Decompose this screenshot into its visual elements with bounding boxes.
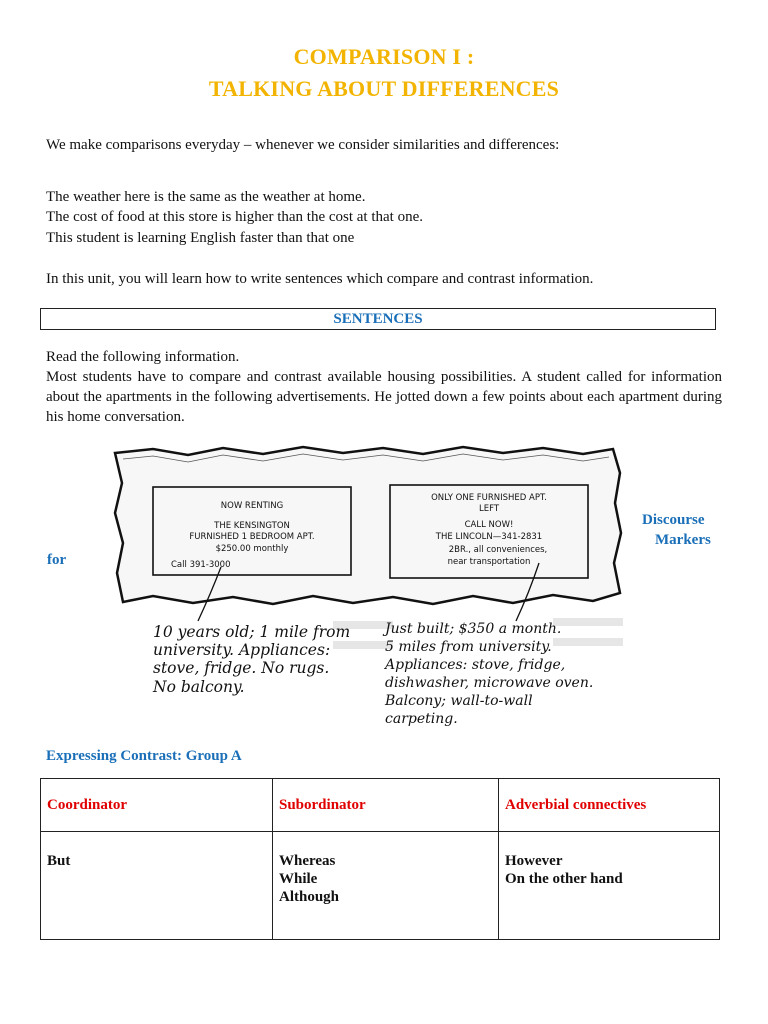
left-ad-line: $250.00 monthly <box>215 544 289 554</box>
right-ad-line: 2BR., all conveniences, <box>448 545 548 555</box>
left-handwritten-note: university. Appliances: <box>153 641 331 659</box>
coordinator-item: But <box>47 853 71 869</box>
read-line: Read the following information. <box>46 349 240 365</box>
example-sentence: The cost of food at this store is higher than the cost at that one. <box>46 209 423 225</box>
right-handwritten-note: Balcony; wall-to-wall <box>385 693 533 709</box>
table-row <box>41 832 720 940</box>
adverbial-item: On the other hand <box>505 871 623 887</box>
right-handwritten-note: dishwasher, microwave oven. <box>385 675 594 691</box>
intro-text: We make comparisons everyday – whenever we consider similarities and differences: <box>46 137 560 153</box>
right-handwritten-note: carpeting. <box>385 711 458 727</box>
left-handwritten-note: stove, fridge. No rugs. <box>153 659 330 677</box>
left-ad-line: FURNISHED 1 BEDROOM APT. <box>189 532 315 542</box>
subordinator-item: While <box>279 871 318 887</box>
left-handwritten-note: 10 years old; 1 mile from <box>153 623 351 641</box>
header-coordinator: Coordinator <box>41 779 273 832</box>
subordinator-cell <box>273 832 499 940</box>
subordinator-item: Whereas <box>279 853 336 869</box>
example-sentence: This student is learning English faster than that one <box>46 230 355 246</box>
page-title-line-1: COMPARISON I : <box>293 44 475 69</box>
right-ad-line: THE LINCOLN—341-2831 <box>435 532 543 542</box>
apartment-ads-scan <box>93 443 631 740</box>
contrast-table <box>40 778 720 940</box>
torn-paper-border <box>115 447 621 604</box>
left-ad-line: NOW RENTING <box>220 501 284 511</box>
right-ad-line: ONLY ONE FURNISHED APT. <box>431 493 547 503</box>
markers-label: Markers <box>655 532 711 548</box>
unit-text: In this unit, you will learn how to write sentences which compare and contrast information. <box>46 271 594 287</box>
housing-paragraph: Most students have to compare and contrast available housing possibilities. A student called for information about the apartments in the following advertisements. He jotted down a few points about each apartment during his home conversation. <box>46 369 722 425</box>
group-a-label: Expressing Contrast: Group A <box>46 748 242 764</box>
left-handwritten-note: No balcony. <box>153 678 245 696</box>
left-ad-line: Call 391-3000 <box>171 560 231 570</box>
table-header-row <box>41 779 720 832</box>
header-subordinator: Subordinator <box>273 779 499 832</box>
adverbial-cell <box>499 832 720 940</box>
example-sentence: The weather here is the same as the weather at home. <box>46 189 366 205</box>
for-label: for <box>47 552 67 568</box>
coordinator-cell <box>41 832 273 940</box>
right-handwritten-note: Just built; $350 a month. <box>385 621 562 637</box>
subordinator-item: Although <box>279 889 340 905</box>
adverbial-item: However <box>505 853 563 869</box>
header-adverbial-connectives: Adverbial connectives <box>499 779 720 832</box>
page-title-line-2: TALKING ABOUT DIFFERENCES <box>208 76 560 101</box>
right-ad-line: CALL NOW! <box>464 520 514 530</box>
right-ad-line: near transportation <box>447 557 531 567</box>
right-handwritten-note: 5 miles from university. <box>385 639 552 655</box>
right-handwritten-note: Appliances: stove, fridge, <box>385 657 566 673</box>
discourse-label: Discourse <box>642 512 705 528</box>
section-header: SENTENCES <box>40 308 716 330</box>
left-ad-line: THE KENSINGTON <box>214 521 290 531</box>
right-ad-line: LEFT <box>478 504 500 514</box>
